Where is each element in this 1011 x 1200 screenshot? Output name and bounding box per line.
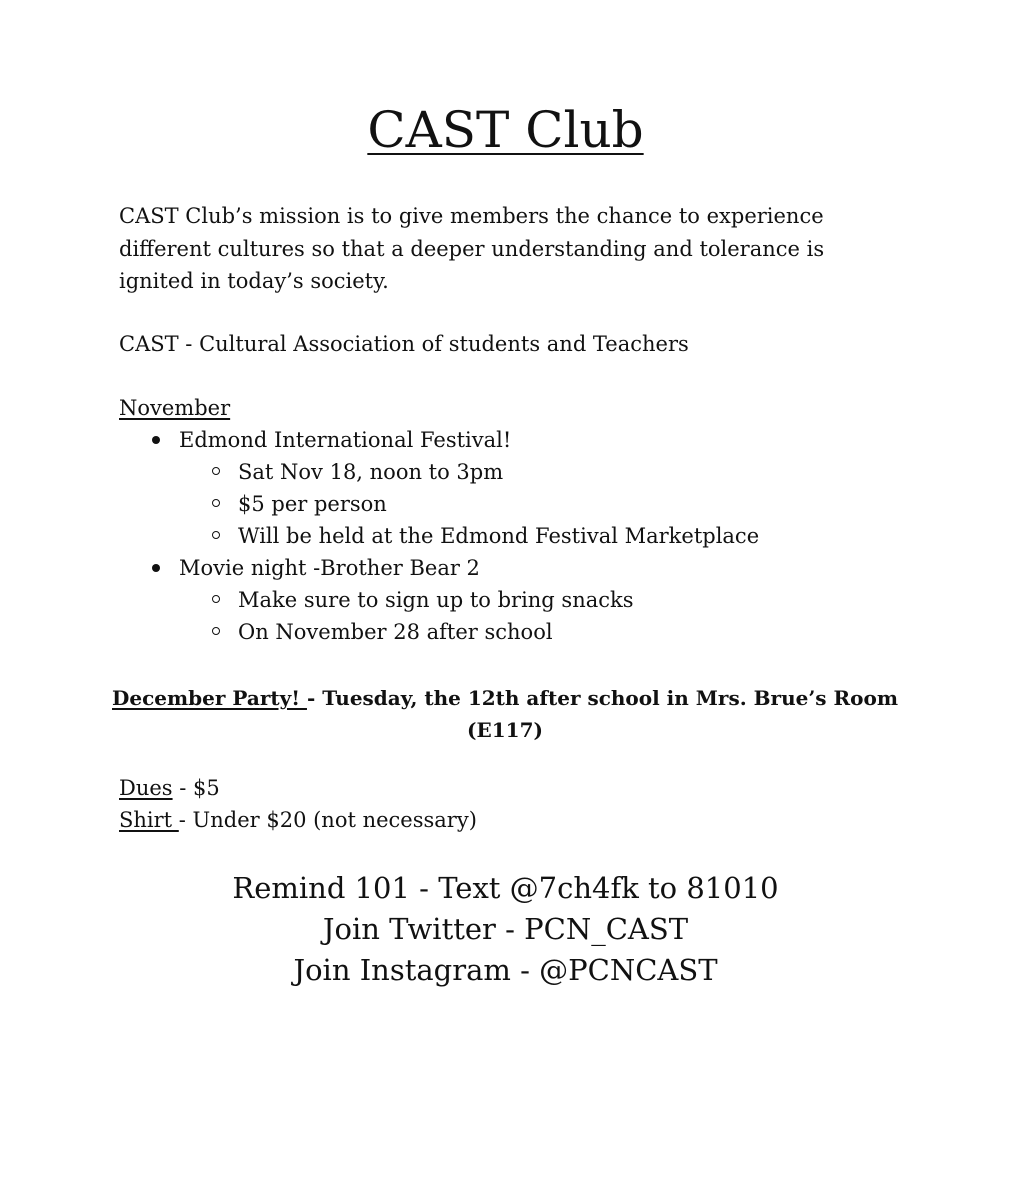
- dues-label: Dues: [119, 776, 173, 800]
- list-item: [179, 488, 919, 520]
- list-item: [179, 520, 919, 552]
- shirt-label: Shirt: [119, 808, 179, 832]
- november-events-list: [119, 424, 919, 648]
- remind-line: Remind 101 - Text @7ch4fk to 81010: [232, 871, 779, 905]
- list-item: [119, 552, 919, 648]
- acronym-definition: CAST - Cultural Association of students and Teachers: [119, 332, 689, 356]
- fees-section: [119, 772, 477, 836]
- event-details-list: [179, 584, 919, 648]
- hollow-bullet-icon: [212, 467, 220, 475]
- bullet-icon: [152, 564, 160, 572]
- mission-statement: CAST Club’s mission is to give members the chance to experience different cultures so that a deeper understanding and tolerance is ignited in today’s society.: [119, 204, 825, 293]
- dues-line: [119, 772, 477, 804]
- event-details-list: [179, 456, 919, 552]
- bullet-icon: [152, 436, 160, 444]
- event-detail: Make sure to sign up to bring snacks: [238, 588, 634, 612]
- event-title: Movie night -Brother Bear 2: [179, 556, 480, 580]
- instagram-line: Join Instagram - @PCNCAST: [293, 953, 718, 987]
- event-detail: Sat Nov 18, noon to 3pm: [238, 460, 504, 484]
- contact-section: [0, 868, 1011, 991]
- hollow-bullet-icon: [212, 595, 220, 603]
- hollow-bullet-icon: [212, 531, 220, 539]
- event-title: Edmond International Festival!: [179, 428, 512, 452]
- hollow-bullet-icon: [212, 499, 220, 507]
- november-heading: November: [119, 396, 231, 420]
- december-party-label: December Party!: [112, 686, 307, 710]
- december-party: [110, 682, 900, 746]
- hollow-bullet-icon: [212, 627, 220, 635]
- list-item: [119, 424, 919, 552]
- shirt-value: - Under $20 (not necessary): [178, 808, 477, 832]
- event-detail: $5 per person: [238, 492, 387, 516]
- list-item: [179, 584, 919, 616]
- shirt-line: [119, 804, 477, 836]
- twitter-line: Join Twitter - PCN_CAST: [322, 912, 689, 946]
- dues-value: - $5: [172, 776, 220, 800]
- list-item: [179, 456, 919, 488]
- list-item: [179, 616, 919, 648]
- page-title: CAST Club: [367, 101, 644, 159]
- event-detail: On November 28 after school: [238, 620, 553, 644]
- december-party-details: - Tuesday, the 12th after school in Mrs. Brue’s Room (E117): [306, 686, 898, 742]
- event-detail: Will be held at the Edmond Festival Marketplace: [238, 524, 760, 548]
